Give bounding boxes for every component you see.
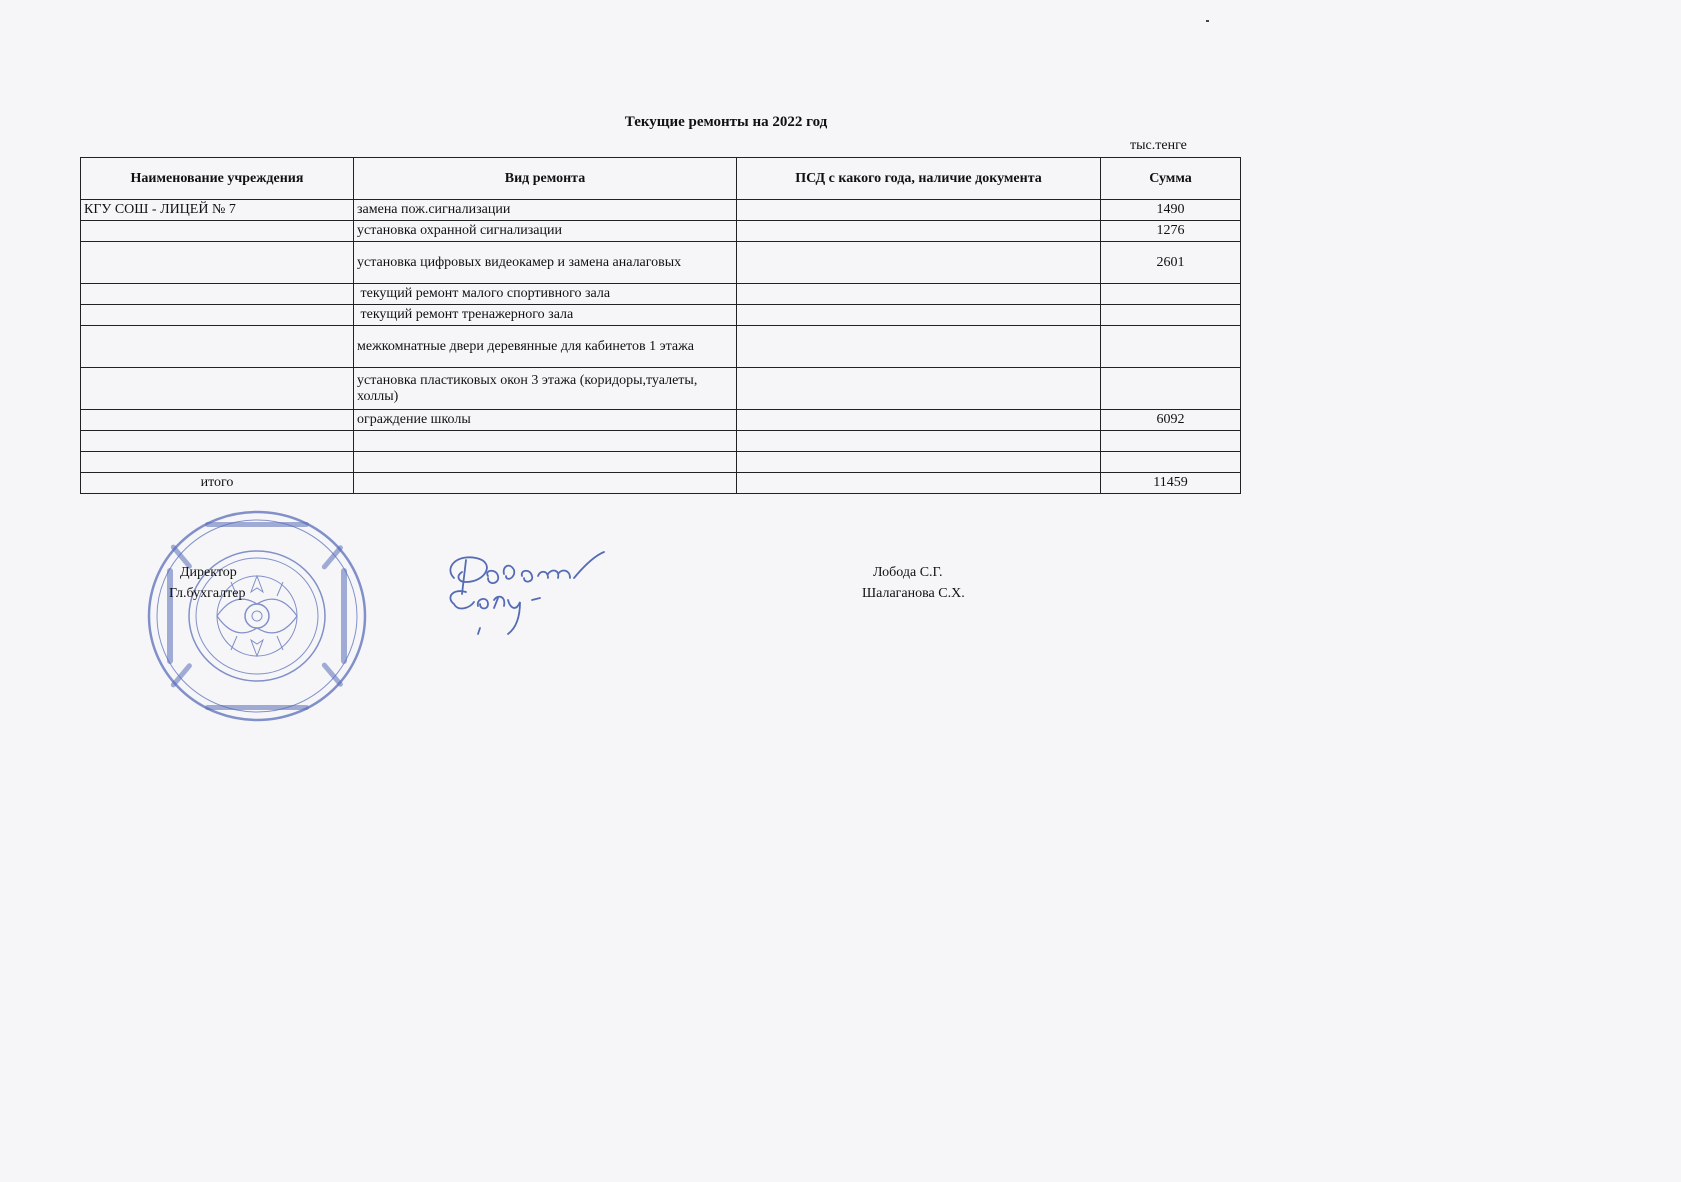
cell-sum: 1276 xyxy=(1101,221,1241,242)
table-row xyxy=(81,305,1241,326)
table-row xyxy=(81,431,1241,452)
cell-institution xyxy=(81,368,354,410)
total-row xyxy=(81,473,1241,494)
header-repair-type: Вид ремонта xyxy=(354,158,737,200)
cell-psd xyxy=(737,305,1101,326)
cell-repair: текущий ремонт тренажерного зала xyxy=(354,305,737,326)
total-repair xyxy=(354,473,737,494)
cell-psd xyxy=(737,452,1101,473)
cell-sum xyxy=(1101,305,1241,326)
cell-sum xyxy=(1101,431,1241,452)
cell-institution xyxy=(81,284,354,305)
cell-psd xyxy=(737,284,1101,305)
cell-psd xyxy=(737,326,1101,368)
cell-institution xyxy=(81,452,354,473)
total-sum: 11459 xyxy=(1101,473,1241,494)
scan-speck xyxy=(1206,20,1209,22)
official-seal-stamp xyxy=(145,508,369,724)
total-label: итого xyxy=(81,473,354,494)
accountant-title: Гл.бухгалтер xyxy=(169,586,246,601)
cell-repair xyxy=(354,431,737,452)
cell-institution xyxy=(81,221,354,242)
cell-institution xyxy=(81,305,354,326)
cell-sum xyxy=(1101,452,1241,473)
total-psd xyxy=(737,473,1101,494)
table-row xyxy=(81,221,1241,242)
table-row xyxy=(81,368,1241,410)
cell-institution xyxy=(81,242,354,284)
header-psd: ПСД с какого года, наличие документа xyxy=(737,158,1101,200)
header-sum: Сумма xyxy=(1101,158,1241,200)
repairs-table xyxy=(80,157,1241,494)
director-title: Директор xyxy=(180,565,237,580)
cell-psd xyxy=(737,410,1101,431)
cell-institution xyxy=(81,431,354,452)
cell-repair: замена пож.сигнализации xyxy=(354,200,737,221)
table-row xyxy=(81,410,1241,431)
cell-repair xyxy=(354,452,737,473)
cell-sum xyxy=(1101,284,1241,305)
cell-psd xyxy=(737,200,1101,221)
cell-sum: 6092 xyxy=(1101,410,1241,431)
cell-institution xyxy=(81,326,354,368)
cell-psd xyxy=(737,431,1101,452)
table-row xyxy=(81,326,1241,368)
table-row xyxy=(81,200,1241,221)
cell-institution xyxy=(81,410,354,431)
cell-psd xyxy=(737,242,1101,284)
cell-repair: ограждение школы xyxy=(354,410,737,431)
table-row xyxy=(81,452,1241,473)
cell-repair: установка охранной сигнализации xyxy=(354,221,737,242)
cell-psd xyxy=(737,221,1101,242)
table-header-row xyxy=(81,158,1241,200)
cell-sum xyxy=(1101,368,1241,410)
cell-repair: межкомнатные двери деревянные для кабинетов 1 этажа xyxy=(354,326,737,368)
cell-sum: 2601 xyxy=(1101,242,1241,284)
unit-note: тыс.тенге xyxy=(1130,138,1187,153)
cell-repair: установка цифровых видеокамер и замена аналаговых xyxy=(354,242,737,284)
cell-repair: установка пластиковых окон 3 этажа (коридоры,туалеты, холлы) xyxy=(354,368,737,410)
cell-psd xyxy=(737,368,1101,410)
handwritten-signature xyxy=(436,548,616,638)
cell-sum: 1490 xyxy=(1101,200,1241,221)
cell-repair: текущий ремонт малого спортивного зала xyxy=(354,284,737,305)
director-name: Лобода С.Г. xyxy=(873,565,943,580)
document-title: Текущие ремонты на 2022 год xyxy=(624,114,828,130)
table-row xyxy=(81,284,1241,305)
table-row xyxy=(81,242,1241,284)
cell-sum xyxy=(1101,326,1241,368)
cell-institution: КГУ СОШ - ЛИЦЕЙ № 7 xyxy=(81,200,354,221)
accountant-name: Шалаганова С.Х. xyxy=(862,586,965,601)
header-institution: Наименование учреждения xyxy=(81,158,354,200)
